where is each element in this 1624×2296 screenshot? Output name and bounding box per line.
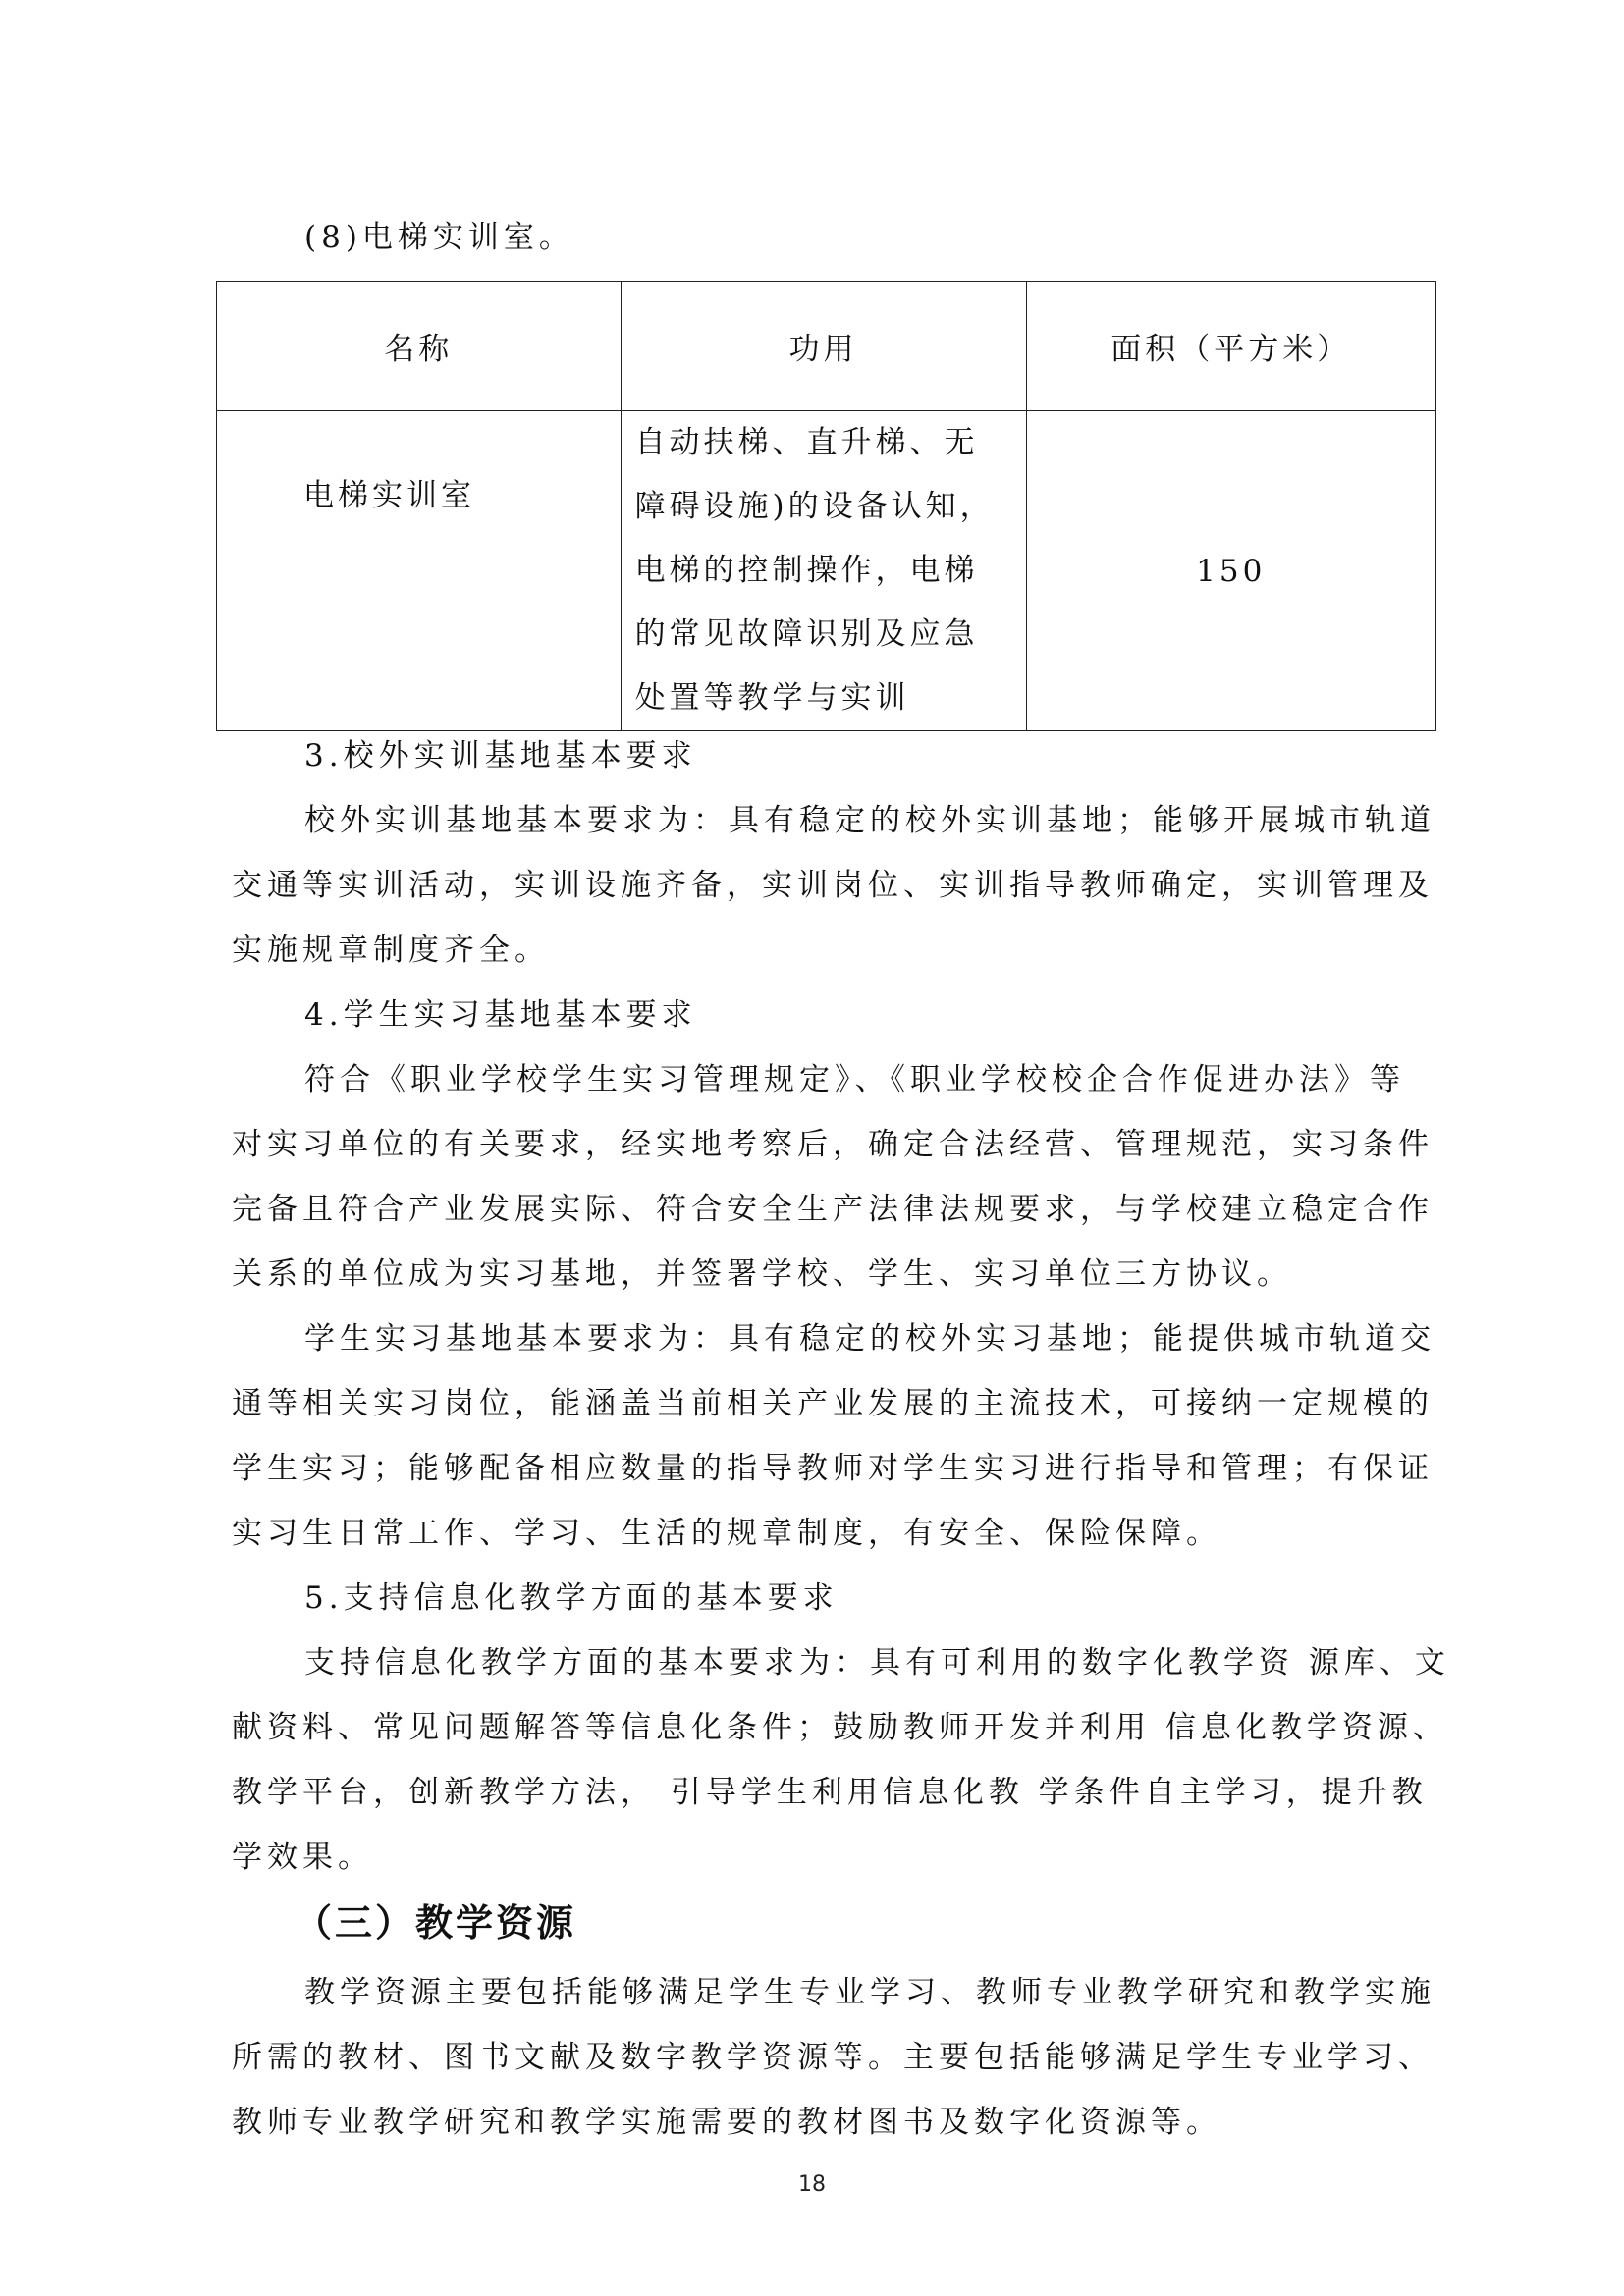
paragraph-line: 通等相关实习岗位，能涵盖当前相关产业发展的主流技术，可接纳一定规模的	[232, 1386, 1434, 1421]
paragraph-line: 对实习单位的有关要求，经实地考察后，确定合法经营、管理规范，实习条件	[232, 1127, 1434, 1162]
elevator-lab-table	[216, 281, 1436, 731]
paragraph-line: 实习生日常工作、学习、生活的规章制度，有安全、保险保障。	[232, 1516, 1221, 1551]
paragraph-line: 符合《职业学校学生实习管理规定》、《职业学校校企合作促进办法》等	[304, 1062, 1405, 1097]
paragraph-line: 教师专业教学研究和教学实施需要的教材图书及数字化资源等。	[232, 2105, 1221, 2140]
function-line: 电梯的控制操作，电梯	[634, 553, 979, 588]
function-line: 处置等教学与实训	[634, 680, 910, 716]
cell-area: 150	[1026, 411, 1435, 731]
paragraph-line: 交通等实训活动，实训设施齐备，实训岗位、实训指导教师确定，实训管理及	[232, 868, 1434, 903]
section-label: (8)电梯实训室。	[304, 220, 574, 255]
paragraph-line: 献资料、常见问题解答等信息化条件；鼓励教师开发并利用 信息化教学资源、	[232, 1710, 1448, 1745]
header-name: 名称	[217, 282, 622, 411]
page-number: 18	[798, 2172, 826, 2197]
paragraph-line: 5.支持信息化教学方面的基本要求	[304, 1580, 839, 1616]
paragraph-line: 学生实习基地基本要求为：具有稳定的校外实习基地；能提供城市轨道交	[304, 1321, 1435, 1357]
paragraph-line: 完备且符合产业发展实际、符合安全生产法律法规要求，与学校建立稳定合作	[232, 1192, 1434, 1227]
table-row	[217, 411, 1436, 731]
paragraph-line: 实施规章制度齐全。	[232, 933, 550, 968]
paragraph-line: 校外实训基地基本要求为：具有稳定的校外实训基地；能够开展城市轨道	[304, 803, 1435, 838]
cell-name: 电梯实训室	[217, 411, 622, 731]
paragraph-line: 所需的教材、图书文献及数字教学资源等。主要包括能够满足学生专业学习、	[232, 2040, 1434, 2075]
paragraph-line: 关系的单位成为实习基地，并签署学校、学生、实习单位三方协议。	[232, 1256, 1292, 1292]
table-header-row	[217, 282, 1436, 411]
paragraph-line: 3.校外实训基地基本要求	[304, 738, 697, 774]
paragraph-line: 支持信息化教学方面的基本要求为：具有可利用的数字化教学资 源库、文	[304, 1645, 1450, 1681]
section-heading: （三）教学资源	[295, 1901, 577, 1945]
function-line: 自动扶梯、直升梯、无	[634, 425, 979, 460]
function-line: 的常见故障识别及应急	[634, 616, 979, 652]
paragraph-line: 教学平台，创新教学方法， 引导学生利用信息化教 学条件自主学习，提升教	[232, 1775, 1428, 1810]
function-line: 障碍设施)的设备认知，	[634, 489, 995, 524]
paragraph-line: 4.学生实习基地基本要求	[304, 997, 697, 1033]
header-function: 功用	[621, 282, 1026, 411]
paragraph-line: 教学资源主要包括能够满足学生专业学习、教师专业教学研究和教学实施	[304, 1975, 1435, 2010]
cell-function	[621, 411, 1026, 731]
header-area: 面积（平方米）	[1026, 282, 1435, 411]
paragraph-line: 学效果。	[232, 1840, 373, 1875]
paragraph-line: 学生实习；能够配备相应数量的指导教师对学生实习进行指导和管理；有保证	[232, 1451, 1434, 1486]
